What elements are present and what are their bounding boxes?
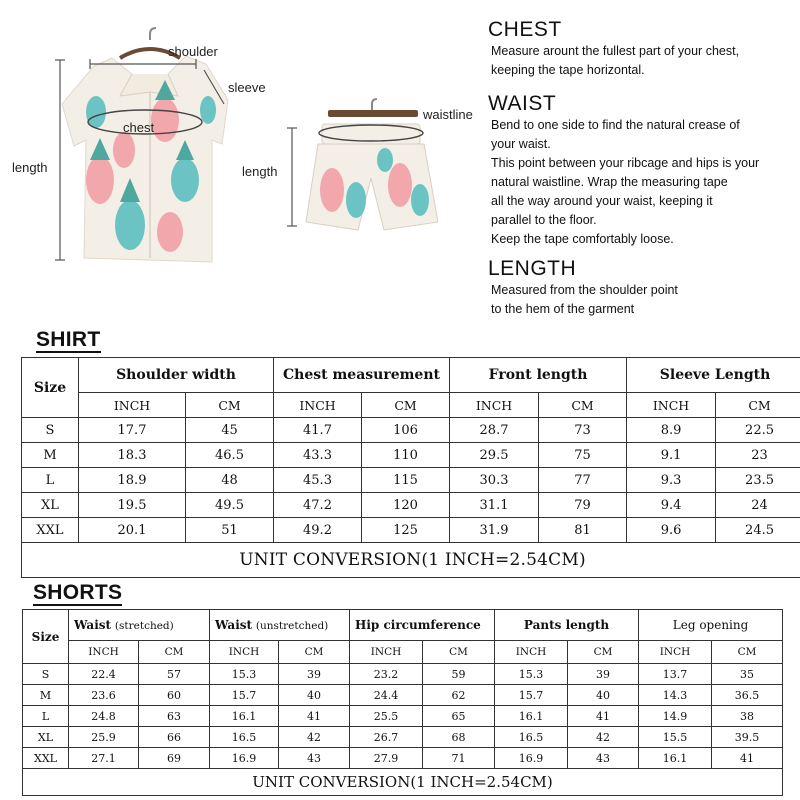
value-cell: 62 bbox=[423, 685, 495, 706]
value-cell: 65 bbox=[423, 706, 495, 727]
value-cell: 42 bbox=[568, 727, 639, 748]
unit-header: INCH bbox=[69, 641, 139, 664]
value-cell: 27.9 bbox=[350, 748, 423, 769]
value-cell: 79 bbox=[539, 493, 627, 518]
value-cell: 27.1 bbox=[69, 748, 139, 769]
value-cell: 115 bbox=[362, 468, 450, 493]
value-cell: 17.7 bbox=[79, 418, 186, 443]
group-name: Pants length bbox=[523, 618, 610, 632]
group-name: Hip circumference bbox=[355, 618, 481, 632]
front-length-header: Front length bbox=[450, 358, 627, 393]
table-row bbox=[22, 443, 800, 468]
chest-label: chest bbox=[123, 120, 155, 135]
chest-guide-line: Measure arount the fullest part of your chest, bbox=[491, 44, 740, 58]
table-row bbox=[23, 706, 783, 727]
value-cell: 45.3 bbox=[274, 468, 362, 493]
value-cell: 60 bbox=[139, 685, 210, 706]
shoulder-width-header: Shoulder width bbox=[79, 358, 274, 393]
unit-header: CM bbox=[568, 641, 639, 664]
value-cell: 16.1 bbox=[639, 748, 712, 769]
length-guide-title: LENGTH bbox=[488, 257, 577, 280]
length-guide-line: Measured from the shoulder point bbox=[491, 283, 678, 297]
value-cell: 15.3 bbox=[210, 664, 279, 685]
size-header: Size bbox=[22, 358, 79, 418]
length-guide-line: to the hem of the garment bbox=[491, 302, 635, 316]
value-cell: 57 bbox=[139, 664, 210, 685]
value-cell: 24.4 bbox=[350, 685, 423, 706]
value-cell: 16.9 bbox=[210, 748, 279, 769]
value-cell: 9.3 bbox=[627, 468, 716, 493]
value-cell: 125 bbox=[362, 518, 450, 543]
unit-header: CM bbox=[186, 393, 274, 418]
value-cell: 41.7 bbox=[274, 418, 362, 443]
value-cell: 23.5 bbox=[716, 468, 800, 493]
value-cell: 23 bbox=[716, 443, 800, 468]
leg-opening-header bbox=[639, 610, 783, 641]
unit-header: CM bbox=[139, 641, 210, 664]
value-cell: 8.9 bbox=[627, 418, 716, 443]
value-cell: 35 bbox=[712, 664, 783, 685]
value-cell: 36.5 bbox=[712, 685, 783, 706]
pants-length-header bbox=[495, 610, 639, 641]
size-cell: L bbox=[22, 468, 79, 493]
value-cell: 51 bbox=[186, 518, 274, 543]
value-cell: 18.3 bbox=[79, 443, 186, 468]
value-cell: 16.1 bbox=[210, 706, 279, 727]
size-cell: XXL bbox=[23, 748, 69, 769]
unit-header: INCH bbox=[627, 393, 716, 418]
group-name: Leg opening bbox=[672, 618, 749, 632]
value-cell: 75 bbox=[539, 443, 627, 468]
value-cell: 16.1 bbox=[495, 706, 568, 727]
group-name: Waist bbox=[215, 618, 253, 632]
shirt-heading: SHIRT bbox=[36, 328, 101, 351]
value-cell: 46.5 bbox=[186, 443, 274, 468]
value-cell: 24.5 bbox=[716, 518, 800, 543]
waistline-label: waistline bbox=[423, 107, 473, 122]
value-cell: 16.9 bbox=[495, 748, 568, 769]
value-cell: 15.3 bbox=[495, 664, 568, 685]
group-qualifier: (unstretched) bbox=[255, 620, 329, 632]
value-cell: 9.6 bbox=[627, 518, 716, 543]
value-cell: 15.7 bbox=[210, 685, 279, 706]
group-name: Waist bbox=[74, 618, 112, 632]
value-cell: 13.7 bbox=[639, 664, 712, 685]
shorts-image bbox=[287, 99, 438, 230]
shirt-size-table bbox=[21, 357, 800, 578]
size-cell: M bbox=[22, 443, 79, 468]
unit-header: CM bbox=[716, 393, 800, 418]
table-row bbox=[22, 493, 800, 518]
value-cell: 69 bbox=[139, 748, 210, 769]
value-cell: 30.3 bbox=[450, 468, 539, 493]
value-cell: 41 bbox=[568, 706, 639, 727]
group-qualifier: (stretched) bbox=[114, 620, 174, 632]
value-cell: 23.6 bbox=[69, 685, 139, 706]
waist-guide-line: Keep the tape comfortably loose. bbox=[491, 232, 674, 246]
measuring-guide bbox=[488, 18, 788, 319]
value-cell: 14.3 bbox=[639, 685, 712, 706]
table-row bbox=[22, 468, 800, 493]
value-cell: 9.4 bbox=[627, 493, 716, 518]
size-cell: S bbox=[22, 418, 79, 443]
value-cell: 19.5 bbox=[79, 493, 186, 518]
value-cell: 43 bbox=[568, 748, 639, 769]
value-cell: 49.2 bbox=[274, 518, 362, 543]
value-cell: 41 bbox=[279, 706, 350, 727]
unit-header: INCH bbox=[495, 641, 568, 664]
shorts-heading: SHORTS bbox=[33, 581, 123, 604]
value-cell: 40 bbox=[568, 685, 639, 706]
value-cell: 22.4 bbox=[69, 664, 139, 685]
table-row bbox=[23, 727, 783, 748]
value-cell: 81 bbox=[539, 518, 627, 543]
table-row bbox=[22, 418, 800, 443]
shorts-rows bbox=[23, 664, 783, 769]
unit-header: CM bbox=[423, 641, 495, 664]
value-cell: 77 bbox=[539, 468, 627, 493]
value-cell: 41 bbox=[712, 748, 783, 769]
value-cell: 43 bbox=[279, 748, 350, 769]
table-row bbox=[23, 748, 783, 769]
chest-guide-title: CHEST bbox=[488, 18, 562, 41]
size-cell: XL bbox=[23, 727, 69, 748]
unit-header: INCH bbox=[79, 393, 186, 418]
value-cell: 16.5 bbox=[495, 727, 568, 748]
waist-guide-line: This point between your ribcage and hips is your bbox=[491, 156, 760, 170]
garment-drawing bbox=[0, 0, 480, 300]
value-cell: 39.5 bbox=[712, 727, 783, 748]
value-cell: 42 bbox=[279, 727, 350, 748]
value-cell: 18.9 bbox=[79, 468, 186, 493]
value-cell: 66 bbox=[139, 727, 210, 748]
unit-header: INCH bbox=[450, 393, 539, 418]
unit-header: CM bbox=[279, 641, 350, 664]
waist-guide-line: natural waistline. Wrap the measuring tape bbox=[491, 175, 728, 189]
value-cell: 40 bbox=[279, 685, 350, 706]
value-cell: 15.7 bbox=[495, 685, 568, 706]
waist-guide-title: WAIST bbox=[488, 92, 557, 115]
value-cell: 25.5 bbox=[350, 706, 423, 727]
value-cell: 31.1 bbox=[450, 493, 539, 518]
value-cell: 63 bbox=[139, 706, 210, 727]
product-illustration bbox=[0, 0, 480, 300]
table-row bbox=[23, 664, 783, 685]
shirt-rows bbox=[22, 418, 800, 543]
unit-header: INCH bbox=[210, 641, 279, 664]
value-cell: 120 bbox=[362, 493, 450, 518]
unit-header: INCH bbox=[274, 393, 362, 418]
chest-measurement-header: Chest measurement bbox=[274, 358, 450, 393]
shorts-size-table bbox=[22, 609, 783, 796]
hip-circumference-header bbox=[350, 610, 495, 641]
unit-header: CM bbox=[362, 393, 450, 418]
shoulder-label: shoulder bbox=[168, 44, 218, 59]
value-cell: 29.5 bbox=[450, 443, 539, 468]
unit-header: INCH bbox=[639, 641, 712, 664]
sleeve-length-header: Sleeve Length bbox=[627, 358, 800, 393]
size-cell: S bbox=[23, 664, 69, 685]
waist-unstretched-header bbox=[210, 610, 350, 641]
value-cell: 49.5 bbox=[186, 493, 274, 518]
value-cell: 14.9 bbox=[639, 706, 712, 727]
waist-guide-text bbox=[491, 116, 788, 249]
value-cell: 110 bbox=[362, 443, 450, 468]
shorts-unit-conversion: UNIT CONVERSION(1 INCH=2.54CM) bbox=[23, 769, 783, 796]
unit-header: CM bbox=[539, 393, 627, 418]
waist-guide-line: parallel to the floor. bbox=[491, 213, 597, 227]
value-cell: 71 bbox=[423, 748, 495, 769]
shirt-unit-conversion: UNIT CONVERSION(1 INCH=2.54CM) bbox=[22, 543, 800, 578]
value-cell: 25.9 bbox=[69, 727, 139, 748]
waist-guide-line: all the way around your waist, keeping it bbox=[491, 194, 713, 208]
value-cell: 20.1 bbox=[79, 518, 186, 543]
value-cell: 43.3 bbox=[274, 443, 362, 468]
value-cell: 26.7 bbox=[350, 727, 423, 748]
table-row bbox=[23, 685, 783, 706]
table-row bbox=[22, 518, 800, 543]
size-header: Size bbox=[23, 610, 69, 664]
value-cell: 28.7 bbox=[450, 418, 539, 443]
size-cell: XL bbox=[22, 493, 79, 518]
unit-header: CM bbox=[712, 641, 783, 664]
value-cell: 59 bbox=[423, 664, 495, 685]
value-cell: 38 bbox=[712, 706, 783, 727]
waist-guide-line: Bend to one side to find the natural crease of bbox=[491, 118, 740, 132]
value-cell: 22.5 bbox=[716, 418, 800, 443]
value-cell: 68 bbox=[423, 727, 495, 748]
size-cell: XXL bbox=[22, 518, 79, 543]
value-cell: 39 bbox=[568, 664, 639, 685]
value-cell: 39 bbox=[279, 664, 350, 685]
shorts-length-label: length bbox=[242, 164, 278, 179]
waist-guide-line: your waist. bbox=[491, 137, 551, 151]
waist-stretched-header bbox=[69, 610, 210, 641]
length-guide-text bbox=[491, 281, 788, 319]
value-cell: 24.8 bbox=[69, 706, 139, 727]
chest-guide-line: keeping the tape horizontal. bbox=[491, 63, 645, 77]
shirt-image bbox=[55, 28, 228, 262]
size-cell: M bbox=[23, 685, 69, 706]
value-cell: 47.2 bbox=[274, 493, 362, 518]
size-cell: L bbox=[23, 706, 69, 727]
sleeve-label: sleeve bbox=[228, 80, 266, 95]
unit-header: INCH bbox=[350, 641, 423, 664]
value-cell: 31.9 bbox=[450, 518, 539, 543]
value-cell: 45 bbox=[186, 418, 274, 443]
value-cell: 23.2 bbox=[350, 664, 423, 685]
shirt-length-label: length bbox=[12, 160, 48, 175]
value-cell: 24 bbox=[716, 493, 800, 518]
value-cell: 15.5 bbox=[639, 727, 712, 748]
value-cell: 48 bbox=[186, 468, 274, 493]
value-cell: 106 bbox=[362, 418, 450, 443]
value-cell: 9.1 bbox=[627, 443, 716, 468]
chest-guide-text bbox=[491, 42, 788, 80]
value-cell: 16.5 bbox=[210, 727, 279, 748]
value-cell: 73 bbox=[539, 418, 627, 443]
